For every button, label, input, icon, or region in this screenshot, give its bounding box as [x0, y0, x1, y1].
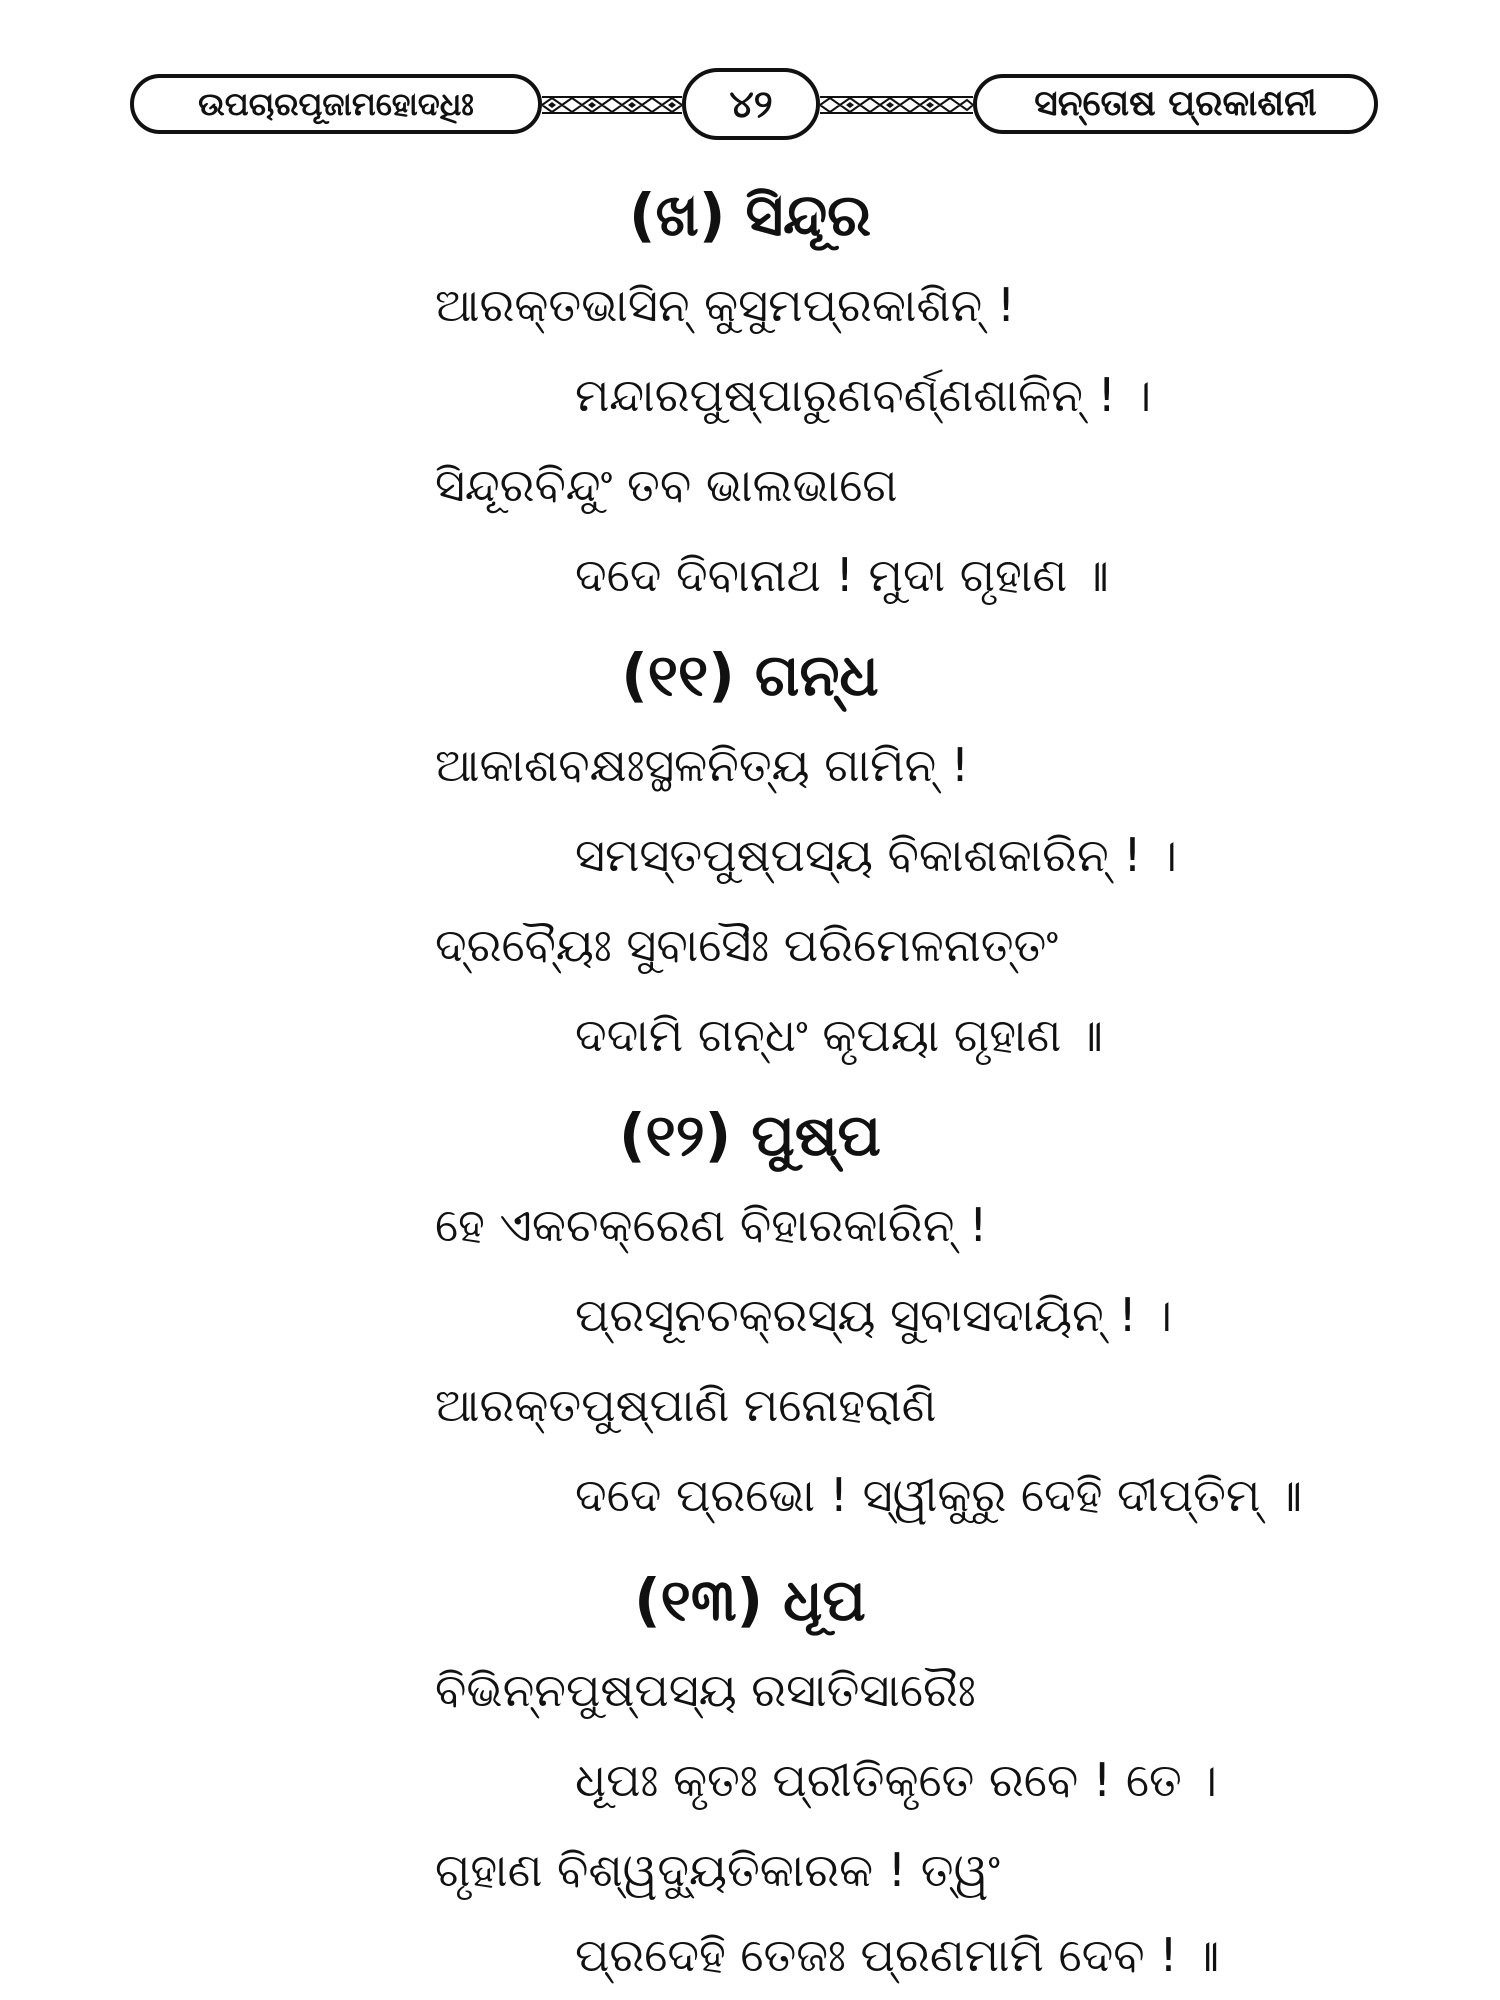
running-header — [130, 68, 1378, 150]
book-title-box — [130, 74, 542, 134]
verse-line: ଦ୍ରବ୍ୟୈଃ ସୁବାସୈଃ ପରିମେଳନାତ୍ତଂ — [435, 918, 1059, 972]
header-ornament-left — [542, 94, 682, 116]
ornament-pattern-icon — [542, 94, 682, 116]
section-heading: (୧୧) ଗନ୍ଧ — [621, 641, 879, 709]
verse-line: ମନ୍ଦାରପୁଷ୍ପାରୁଣବର୍ଣ୍ଣଶାଳିନ୍ ! । — [575, 368, 1152, 422]
section-heading: (୧୨) ପୁଷ୍ପ — [619, 1101, 881, 1169]
ornament-pattern-icon — [820, 94, 973, 116]
verse-line: ଆରକ୍ତପୁଷ୍ପାଣି ମନୋହରାଣି — [435, 1378, 937, 1432]
page-number: ୪୨ — [729, 81, 773, 126]
verse-line: ଗୃହାଣ ବିଶ୍ୱଦ୍ୟୁତିକାରକ ! ତ୍ୱଂ — [435, 1843, 1001, 1897]
verse-line: ଦଦେ ପ୍ରଭୋ ! ସ୍ୱୀକୁରୁ ଦେହି ଦୀପ୍ତିମ୍ ॥ — [575, 1468, 1303, 1522]
publisher-box — [973, 74, 1378, 134]
section-heading: (ଖ) ସିନ୍ଦୂର — [628, 181, 872, 249]
verse-line: ହେ ଏକଚକ୍ରେଣ ବିହାରକାରିନ୍ ! — [435, 1198, 988, 1252]
verse-line: ଧୂପଃ କୃତଃ ପ୍ରୀତିକୃତେ ରବେ ! ତେ । — [575, 1753, 1218, 1807]
book-title: ଉପଚାରପୂଜାମହୋଦଧିଃ — [198, 84, 474, 123]
verse-line: ସିନ୍ଦୂରବିନ୍ଦୁଂ ତବ ଭାଲଭାଗେ — [435, 458, 898, 512]
verse-line: ଦଦାମି ଗନ୍ଧଂ କୃପୟା ଗୃହାଣ ॥ — [575, 1008, 1104, 1062]
verse-line: ସମସ୍ତପୁଷ୍ପସ୍ୟ ବିକାଶକାରିନ୍ ! । — [575, 828, 1178, 882]
section-heading: (୧୩) ଧୂପ — [634, 1566, 866, 1634]
verse-line: ବିଭିନ୍ନପୁଷ୍ପସ୍ୟ ରସାତିସାରୈଃ — [435, 1663, 976, 1717]
page-number-box — [682, 68, 820, 140]
verse-line: ପ୍ରସୂନଚକ୍ରସ୍ୟ ସୁବାସଦାୟିନ୍ ! । — [575, 1288, 1173, 1342]
verse-line: ଆରକ୍ତଭାସିନ୍ କୁସୁମପ୍ରକାଶିନ୍ ! — [435, 278, 1016, 332]
verse-line: ପ୍ରଦେହି ତେଜଃ ପ୍ରଣମାମି ଦେବ ! ॥ — [575, 1928, 1220, 1982]
verse-line: ଦଦେ ଦିବାନାଥ ! ମୁଦା ଗୃହାଣ ॥ — [575, 548, 1109, 602]
header-ornament-right — [820, 94, 973, 116]
publisher-name: ସନ୍ତୋଷ ପ୍ରକାଶନୀ — [1034, 83, 1317, 124]
verse-line: ଆକାଶବକ୍ଷଃସ୍ଥଳନିତ୍ୟ ଗାମିନ୍ ! — [435, 738, 970, 792]
